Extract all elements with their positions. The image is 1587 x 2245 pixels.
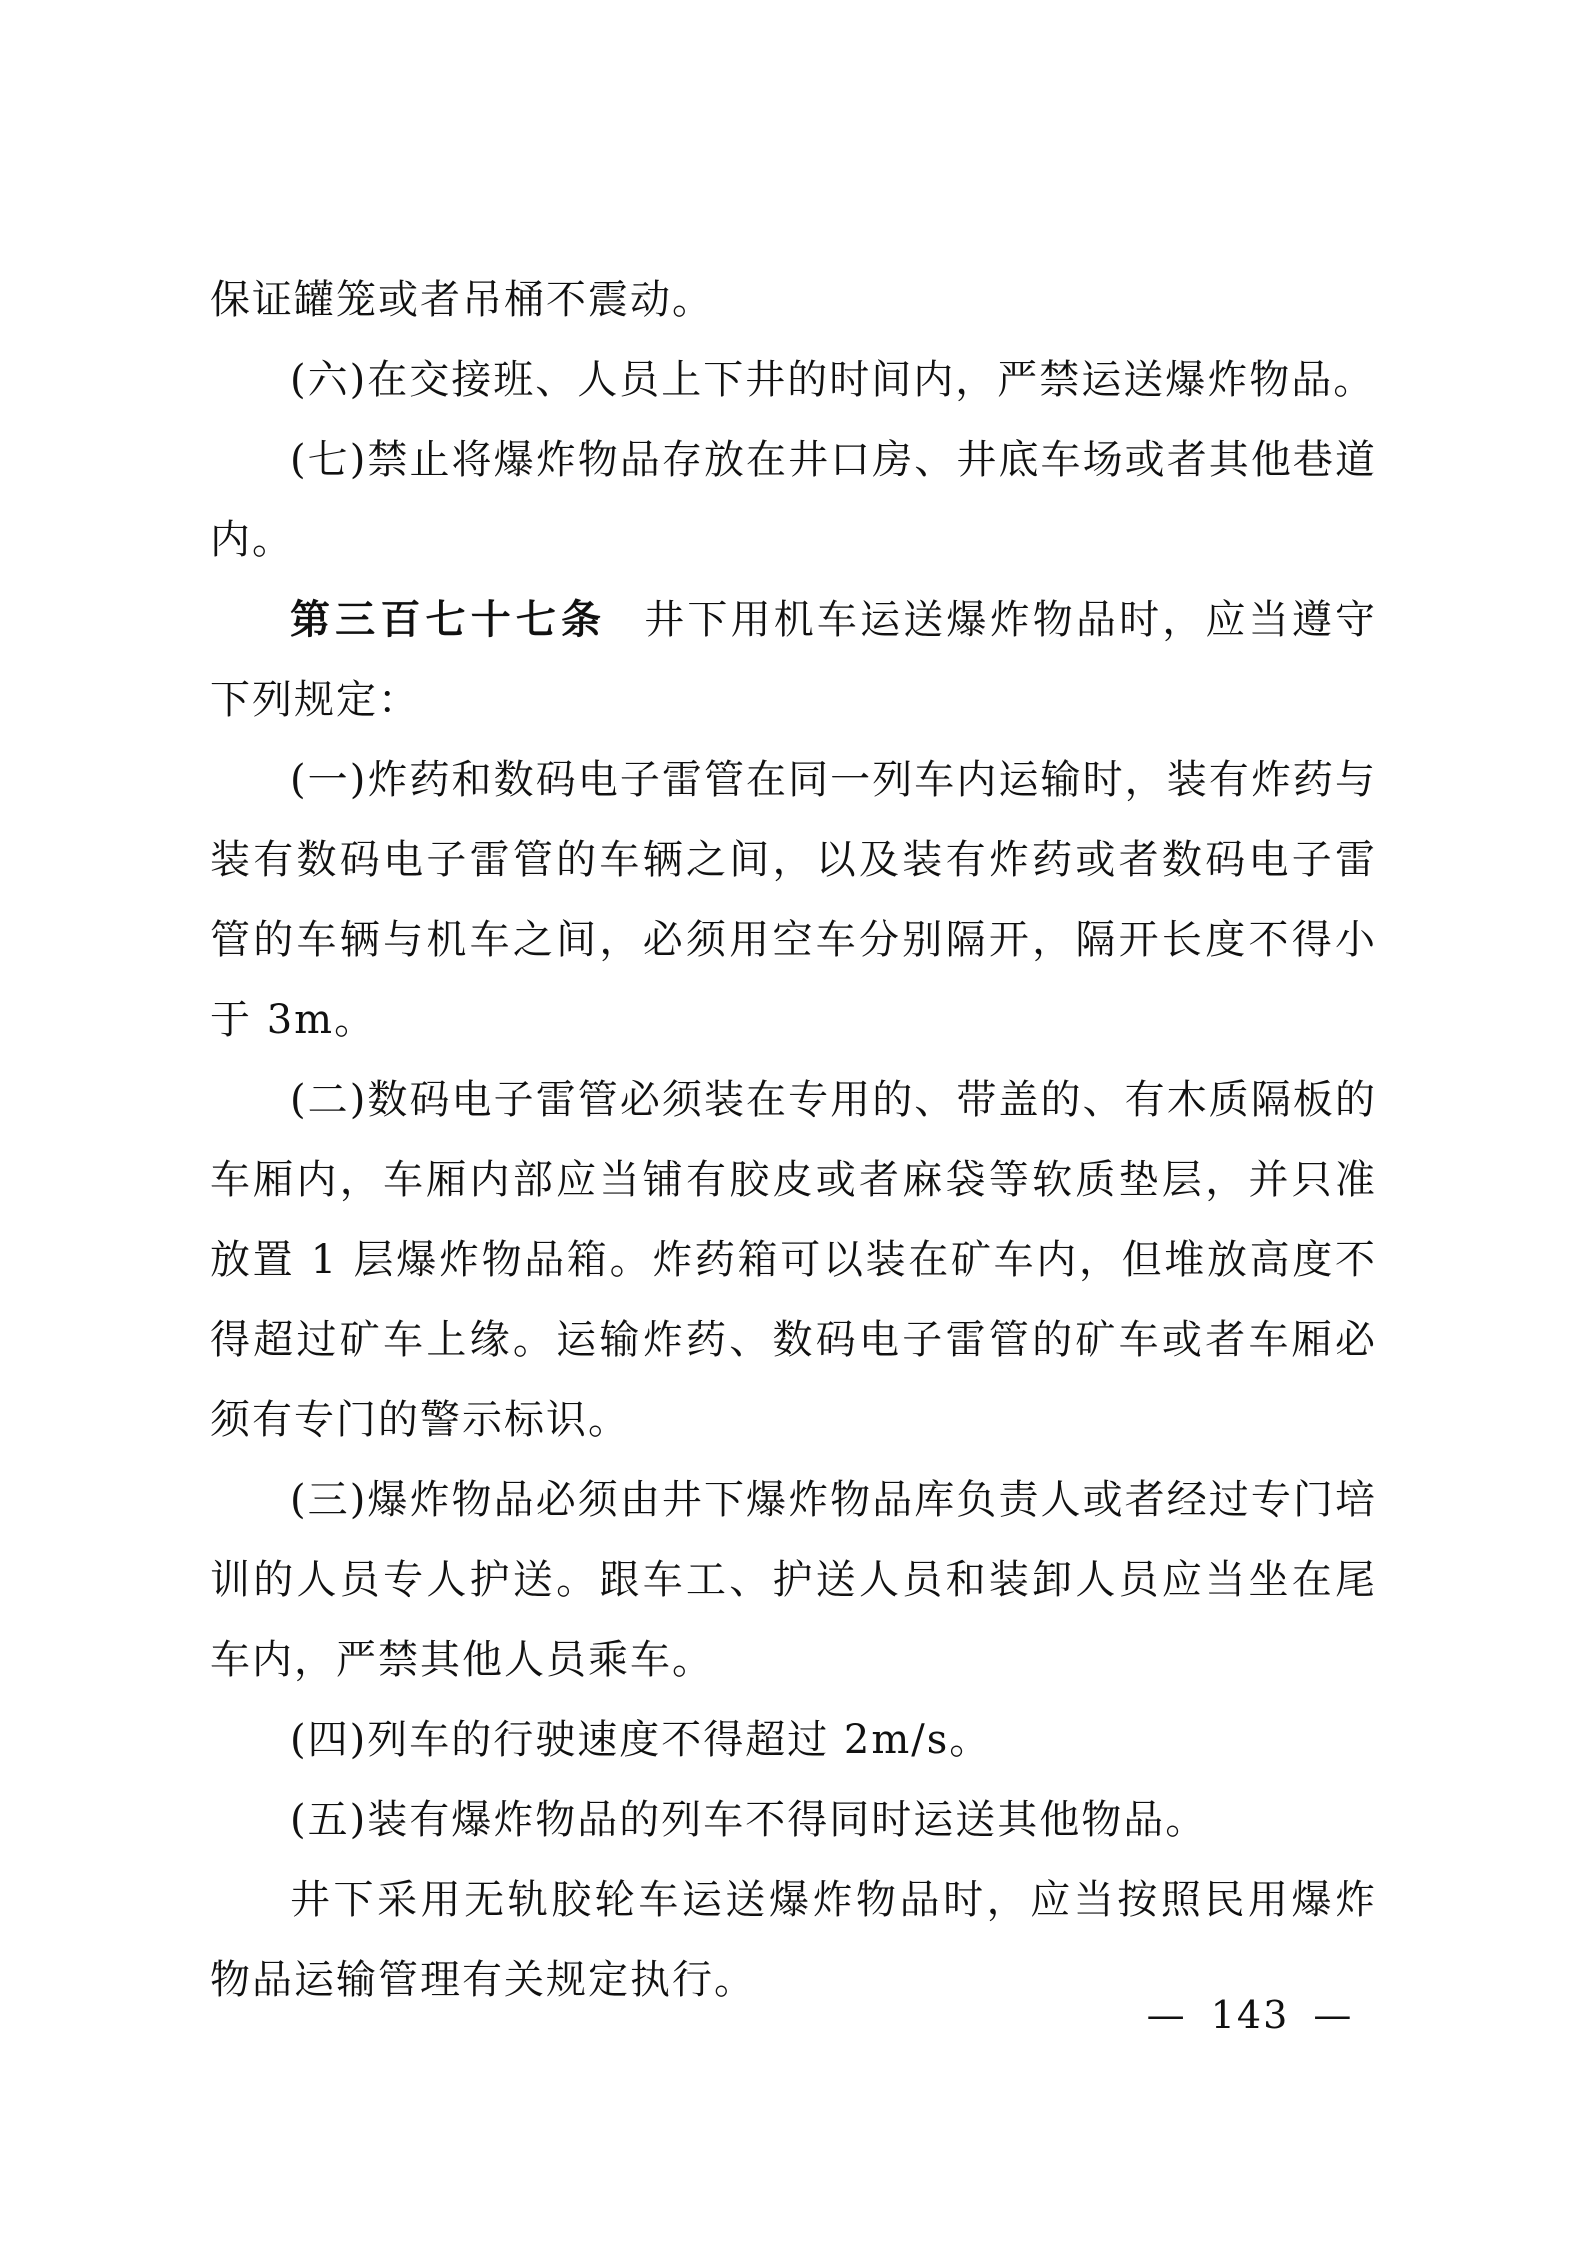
paragraph: (五)装有爆炸物品的列车不得同时运送其他物品。 [290, 1797, 1208, 1843]
paragraph: 保证罐笼或者吊桶不震动。 [210, 277, 714, 323]
article-number: 第三百七十七条 [290, 597, 607, 643]
paragraph: (一)炸药和数码电子雷管在同一列车内运输时，装有炸药与装有数码电子雷管的车辆之间，以及装有炸药或者数码电子雷管的车辆与机车之间，必须用空车分别隔开，隔开长度不得小于 3m。 [210, 757, 1377, 1043]
paragraph: (三)爆炸物品必须由井下爆炸物品库负责人或者经过专门培训的人员专人护送。跟车工、护送人员和装卸人员应当坐在尾车内，严禁其他人员乘车。 [210, 1477, 1377, 1683]
paragraph: 井下采用无轨胶轮车运送爆炸物品时，应当按照民用爆炸物品运输管理有关规定执行。 [210, 1877, 1377, 2003]
paragraph: (七)禁止将爆炸物品存放在井口房、井底车场或者其他巷道内。 [210, 437, 1377, 563]
article-text: 井下用机车运送爆炸物品时，应当遵守下列规定： [210, 597, 1378, 723]
paragraph: (二)数码电子雷管必须装在专用的、带盖的、有木质隔板的车厢内，车厢内部应当铺有胶皮或者麻袋等软质垫层，并只准放置 1 层爆炸物品箱。炸药箱可以装在矿车内，但堆放高度不得超过矿车上缘。运输炸药、数码电子雷管的矿车或者车厢必须有专门的警示标识。 [210, 1077, 1377, 1443]
paragraph-article [210, 580, 1377, 740]
document-body [210, 260, 1377, 2020]
page-number: — 143 — [1146, 1993, 1354, 2037]
paragraph: (四)列车的行驶速度不得超过 2m/s。 [290, 1717, 992, 1763]
paragraph: (六)在交接班、人员上下井的时间内，严禁运送爆炸物品。 [290, 357, 1376, 403]
